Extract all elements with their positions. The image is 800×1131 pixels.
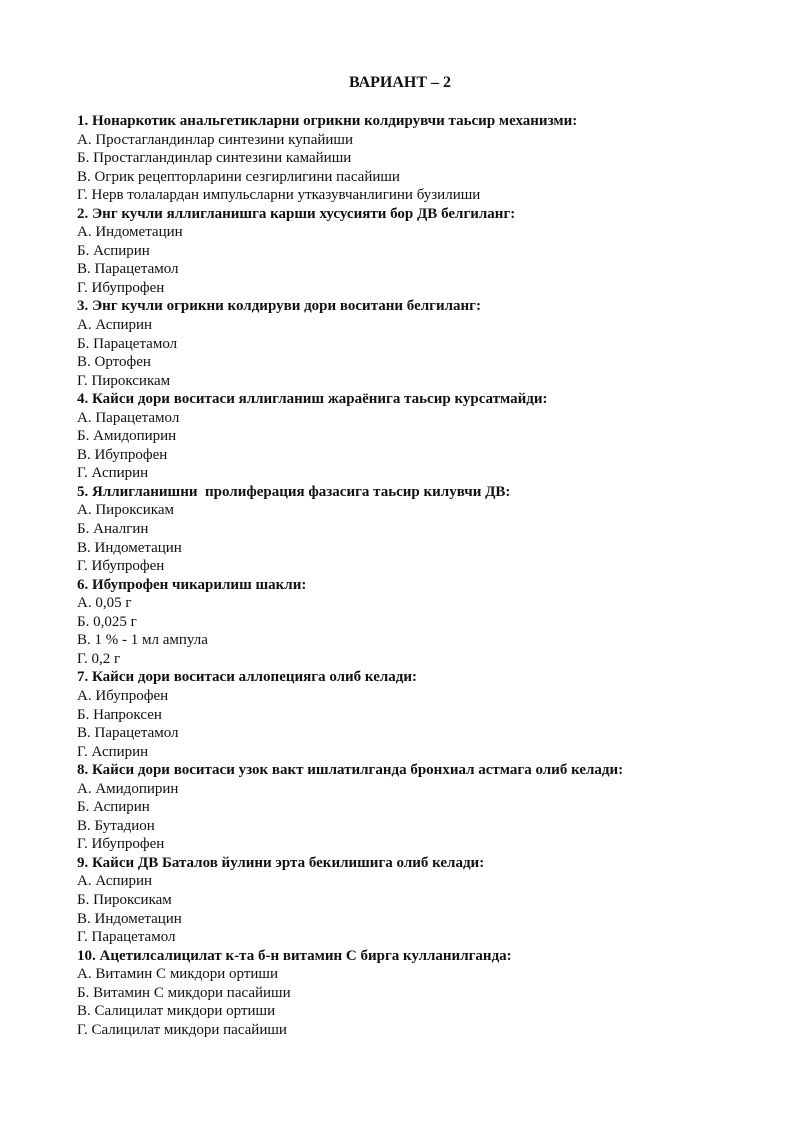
answer-option: А. Аспирин — [77, 873, 153, 890]
answer-option: Б. Амидопирин — [77, 428, 177, 445]
question-7 — [77, 668, 757, 761]
answer-option: А. Амидопирин — [77, 780, 179, 797]
answer-option: Г. Ибупрофен — [77, 279, 165, 296]
question-number: 10. — [77, 947, 96, 964]
answer-option: Г. Ибупрофен — [77, 836, 165, 853]
question-text: Ацетилсалицилат к-та б-н витамин С бирга кулланилганда: — [99, 947, 512, 964]
question-6 — [77, 576, 757, 669]
question-text: Яллигланишни пролиферация фазасига таьсир килувчи ДВ: — [92, 483, 511, 500]
answer-option: В. Огрик рецепторларини сезгирлигини пасайиши — [77, 168, 400, 185]
answer-option: Г. Аспирин — [77, 465, 149, 482]
answer-option: Г. Нерв толалардан импульсларни утказувчанлигини бузилиши — [77, 187, 481, 204]
question-heading — [77, 854, 757, 873]
question-number: 3. — [77, 298, 89, 315]
answer-option: А. Парацетамол — [77, 409, 180, 426]
answer-option: Г. 0,2 г — [77, 650, 121, 667]
question-text: Энг кучли огрикни колдируви дори воситани белгиланг: — [92, 298, 481, 315]
answer-option: Б. Аспирин — [77, 799, 150, 816]
answer-option: А. Пироксикам — [77, 502, 175, 519]
question-number: 8. — [77, 762, 89, 779]
question-10 — [77, 947, 757, 1040]
question-heading — [77, 112, 757, 131]
question-text: Кайси ДВ Баталов йулини эрта бекилишига олиб келади: — [92, 854, 485, 871]
answer-option: А. Ибупрофен — [77, 687, 169, 704]
question-number: 6. — [77, 576, 89, 593]
answer-option: Г. Аспирин — [77, 743, 149, 760]
question-text: Ибупрофен чикарилиш шакли: — [92, 576, 307, 593]
answer-option: В. Парацетамол — [77, 261, 179, 278]
answer-option: Б. Пироксикам — [77, 891, 172, 908]
answer-option: Б. Витамин С микдори пасайиши — [77, 984, 291, 1001]
question-number: 5. — [77, 483, 89, 500]
answer-option: Б. Простагландинлар синтезини камайиши — [77, 150, 352, 167]
question-heading — [77, 205, 757, 224]
question-heading — [77, 576, 757, 595]
answer-option: А. Индометацин — [77, 224, 183, 241]
question-1 — [77, 112, 757, 205]
question-number: 9. — [77, 854, 89, 871]
answer-option: Г. Пироксикам — [77, 372, 171, 389]
question-heading — [77, 947, 757, 966]
answer-option: А. Простагландинлар синтезини купайиши — [77, 131, 353, 148]
question-heading — [77, 668, 757, 687]
question-9 — [77, 854, 757, 947]
question-heading — [77, 297, 757, 316]
question-number: 1. — [77, 113, 89, 129]
answer-option: В. 1 % - 1 мл ампула — [77, 632, 208, 649]
answer-option: В. Индометацин — [77, 910, 182, 927]
question-text: Кайси дори воситаси яллигланиш жараёнига таьсир курсатмайди: — [92, 391, 548, 408]
question-2 — [77, 205, 757, 298]
question-text: Кайси дори воситаси узок вакт ишлатилганда бронхиал астмага олиб келади: — [92, 762, 624, 779]
answer-option: Б. Аспирин — [77, 242, 150, 259]
answer-option: В. Салицилат микдори ортиши — [77, 1003, 276, 1020]
answer-option: В. Ибупрофен — [77, 446, 168, 463]
question-list — [77, 112, 757, 1039]
answer-option: Б. Напроксен — [77, 706, 162, 723]
answer-option: Г. Парацетамол — [77, 929, 176, 946]
answer-option: А. 0,05 г — [77, 595, 132, 612]
question-heading — [77, 390, 757, 409]
answer-option: Б. Парацетамол — [77, 335, 178, 352]
question-heading — [77, 483, 757, 502]
answer-option: В. Ортофен — [77, 354, 151, 371]
question-text: Кайси дори воситаси аллопецияга олиб келади: — [92, 669, 417, 686]
answer-option: Б. Аналгин — [77, 521, 149, 538]
question-4 — [77, 390, 757, 483]
question-number: 7. — [77, 669, 89, 686]
answer-option: В. Индометацин — [77, 539, 182, 556]
answer-option: А. Аспирин — [77, 317, 153, 334]
answer-option: В. Парацетамол — [77, 725, 179, 742]
question-text: Энг кучли яллигланишга карши хусусияти бор ДВ белгиланг: — [92, 205, 516, 222]
question-number: 2. — [77, 205, 89, 222]
answer-option: Б. 0,025 г — [77, 613, 137, 630]
question-text: Нонаркотик анальгетикларни огрикни колдирувчи таьсир механизми: — [92, 113, 578, 129]
answer-option: Г. Салицилат микдори пасайиши — [77, 1021, 287, 1038]
answer-option: Г. Ибупрофен — [77, 558, 165, 575]
question-5 — [77, 483, 757, 576]
question-heading — [77, 761, 757, 780]
answer-option: А. Витамин С микдори ортиши — [77, 966, 278, 983]
question-3 — [77, 297, 757, 390]
question-8 — [77, 761, 757, 854]
answer-option: В. Бутадион — [77, 817, 155, 834]
page-title: ВАРИАНТ – 2 — [348, 74, 452, 91]
question-number: 4. — [77, 391, 89, 408]
